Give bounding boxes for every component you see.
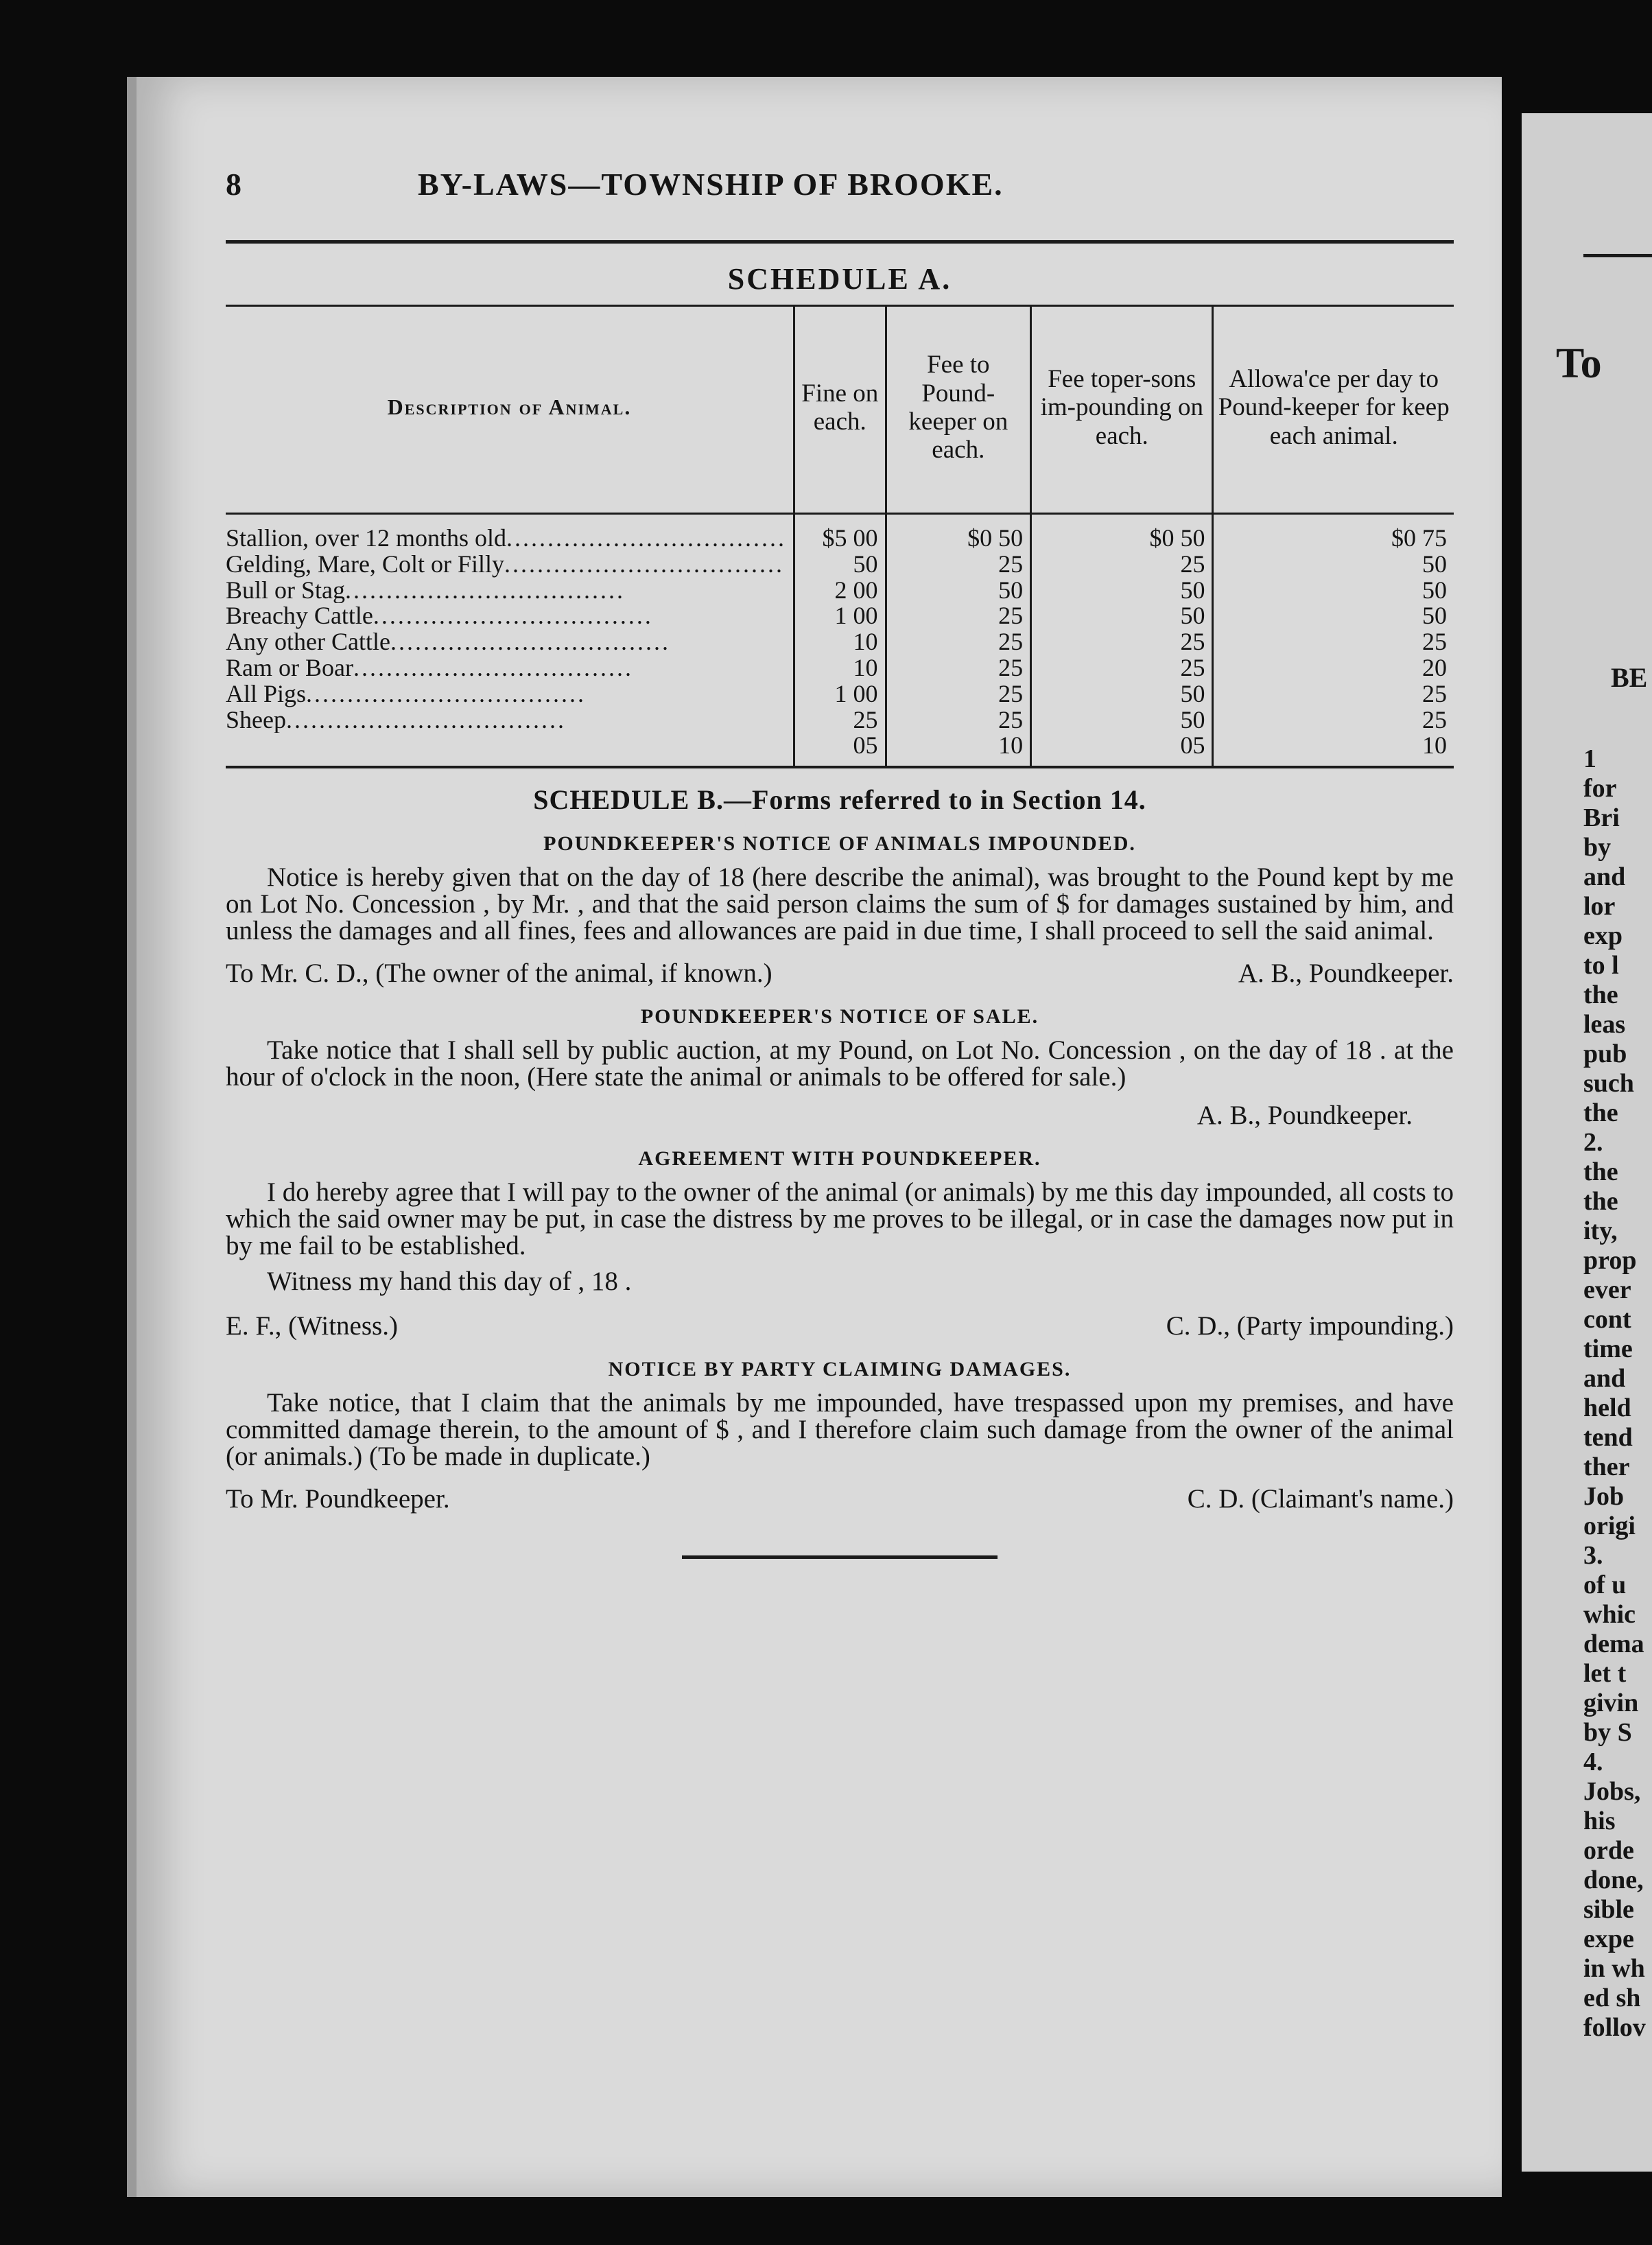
allowance-cell: 20 <box>1422 653 1447 681</box>
adjacent-line-fragment: expe <box>1583 1925 1634 1953</box>
dot-leader: .................................. <box>504 551 784 578</box>
table-row <box>226 552 1454 578</box>
table-row <box>226 514 1454 552</box>
fee-impounding-cell: 50 <box>1031 681 1213 707</box>
adjacent-line-fragment: givin <box>1583 1689 1639 1717</box>
adjacent-line-fragment: orde <box>1583 1836 1634 1865</box>
animal-name-cell <box>226 578 794 604</box>
allowance-cell: 10 <box>1213 733 1454 767</box>
animal-name-cell <box>226 681 794 707</box>
table-row <box>226 655 1454 681</box>
animal-name-cell <box>226 514 794 552</box>
damages-notice-title: NOTICE BY PARTY CLAIMING DAMAGES. <box>608 1358 1072 1381</box>
page-number: 8 <box>226 167 241 202</box>
table-row <box>226 603 1454 629</box>
impounded-signature-line <box>226 958 1454 989</box>
column-header-1: Fine on each. <box>794 307 886 514</box>
damages-notice-text: Take notice, that I claim that the animals by me impounded, have trespassed upon my premises, and have committed damage therein, to the amount of $ , and I therefore claim such damage from the owner of the animal (or animals.) (To be made in duplicate.) <box>226 1388 1454 1472</box>
adjacent-line-fragment: to l <box>1583 951 1619 980</box>
animal-name: Bull or Stag <box>226 577 346 604</box>
adjacent-page-lines <box>1583 744 1646 2043</box>
fine-cell: 1 00 <box>794 681 886 707</box>
adjacent-line-fragment: 3. <box>1583 1541 1603 1570</box>
adjacent-line-fragment: by <box>1583 833 1612 862</box>
fine-cell: 1 00 <box>794 603 886 629</box>
allowance-cell: 50 <box>1422 576 1447 604</box>
adjacent-line-fragment: whic <box>1583 1600 1636 1629</box>
adjacent-line-fragment: let t <box>1583 1659 1627 1688</box>
fee-poundkeeper-cell: 25 <box>886 655 1031 681</box>
table-row <box>226 707 1454 733</box>
fine-cell: 25 <box>794 707 886 733</box>
animal-name-cell <box>226 655 794 681</box>
sale-notice-title: POUNDKEEPER'S NOTICE OF SALE. <box>640 1005 1039 1029</box>
fine-cell: 05 <box>794 733 886 767</box>
animal-name: Breachy Cattle <box>226 603 373 630</box>
allowance-cell: 25 <box>1422 628 1447 656</box>
damages-addressee: To Mr. Poundkeeper. <box>226 1484 450 1514</box>
animal-name: Gelding, Mare, Colt or Filly <box>226 551 504 578</box>
damages-signature-line <box>226 1483 1454 1514</box>
fee-impounding-cell: 25 <box>1031 629 1213 655</box>
fee-poundkeeper-cell: 25 <box>886 707 1031 733</box>
adjacent-line-fragment: and <box>1583 1364 1626 1393</box>
page-content <box>226 166 1454 1559</box>
impounded-notice-title: POUNDKEEPER'S NOTICE OF ANIMALS IMPOUNDED. <box>543 832 1136 856</box>
adjacent-line-fragment: the <box>1583 1098 1618 1127</box>
fee-poundkeeper-cell: 10 <box>886 733 1031 767</box>
animal-name-cell <box>226 629 794 655</box>
dot-leader: .................................. <box>373 603 653 630</box>
fine-cell: 50 <box>794 552 886 578</box>
adjacent-page-subheading: BE <box>1611 662 1648 693</box>
adjacent-line-fragment: follov <box>1583 2013 1646 2042</box>
column-header-description: Description of Animal. <box>226 307 794 514</box>
adjacent-line-fragment: 4. <box>1583 1748 1603 1776</box>
book-page <box>127 77 1502 2197</box>
sale-notice-text: Take notice that I shall sell by public auction, at my Pound, on Lot No. Concession , on the day of 18 . at the hour of o'clock in the noon, (Here state the animal or animals to be offered for sale.) <box>226 1035 1454 1092</box>
agreement-text: I do hereby agree that I will pay to the owner of the animal (or animals) by me this day impounded, all costs to which the said owner may be put, in case the distress by me proves to be illegal, or in case the damages now put in by me fail to be established. <box>226 1177 1454 1261</box>
adjacent-line-fragment: ther <box>1583 1453 1630 1481</box>
allowance-cell: 50 <box>1422 602 1447 630</box>
adjacent-line-fragment: in wh <box>1583 1954 1645 1983</box>
dot-leader: .................................. <box>390 629 670 655</box>
adjacent-line-fragment: Jobs, <box>1583 1777 1641 1806</box>
impounded-signature: A. B., Poundkeeper. <box>1238 959 1454 989</box>
adjacent-line-fragment: tend <box>1583 1423 1633 1452</box>
dot-leader: .................................. <box>345 577 626 604</box>
agreement-witness-clause: Witness my hand this day of , 18 . <box>267 1267 632 1297</box>
allowance-cell: $0 75 <box>1391 524 1447 552</box>
adjacent-line-fragment: time <box>1583 1335 1633 1363</box>
damages-claimant: C. D. (Claimant's name.) <box>1187 1484 1454 1514</box>
adjacent-line-fragment: by S <box>1583 1718 1632 1747</box>
impounded-notice-text: Notice is hereby given that on the day of 18 (here describe the animal), was brought to the Pound kept by me on Lot No. Concession , by Mr. , and that the said person claims the sum of $ for damages sustained by him, and unless the damages and all fines, fees and allowances are paid in due time, I shall proceed to sell the said animal. <box>226 862 1454 946</box>
column-header-2: Fee to Pound-keeper on each. <box>886 307 1031 514</box>
table-row <box>226 578 1454 604</box>
adjacent-line-fragment: lor <box>1583 892 1616 921</box>
table-row <box>226 681 1454 707</box>
agreement-witness: E. F., (Witness.) <box>226 1311 398 1341</box>
schedule-b-title: SCHEDULE B.—Forms referred to in Section 14. <box>533 784 1146 816</box>
schedule-a-title: SCHEDULE A. <box>226 261 1454 307</box>
adjacent-line-fragment: ed sh <box>1583 1984 1641 2012</box>
running-title: BY-LAWS—TOWNSHIP OF BROOKE. <box>418 167 1004 202</box>
impounded-addressee: To Mr. C. D., (The owner of the animal, if known.) <box>226 959 772 989</box>
adjacent-line-fragment: ever <box>1583 1276 1631 1304</box>
page-header <box>226 166 1454 244</box>
fine-cell: $5 00 <box>794 514 886 552</box>
adjacent-page-heading: To <box>1556 340 1602 387</box>
dot-leader: .................................. <box>285 707 566 733</box>
adjacent-line-fragment: pub <box>1583 1039 1627 1068</box>
column-header-3: Fee toper-sons im-pounding on each. <box>1031 307 1213 514</box>
sale-signature: A. B., Poundkeeper. <box>1196 1101 1413 1131</box>
allowance-cell: 25 <box>1422 679 1447 707</box>
fee-poundkeeper-cell: 50 <box>886 578 1031 604</box>
fee-poundkeeper-cell: 25 <box>886 603 1031 629</box>
animal-name-cell <box>226 733 794 767</box>
animal-name: Stallion, over 12 months old <box>226 524 506 552</box>
adjacent-line-fragment: 2. <box>1583 1128 1603 1157</box>
fee-impounding-cell: 25 <box>1031 552 1213 578</box>
adjacent-line-fragment: leas <box>1583 1010 1626 1039</box>
allowance-cell: 25 <box>1422 705 1447 733</box>
adjacent-line-fragment: cont <box>1583 1305 1631 1334</box>
adjacent-line-fragment: origi <box>1583 1512 1636 1540</box>
animal-name: Sheep <box>226 707 286 733</box>
adjacent-line-fragment: Job <box>1583 1482 1625 1511</box>
column-header-4: Allowa'ce per day to Pound-keeper for keep each animal. <box>1213 307 1454 514</box>
fee-impounding-cell: $0 50 <box>1031 514 1213 552</box>
fee-impounding-cell: 25 <box>1031 655 1213 681</box>
animal-name: Ram or Boar <box>226 655 353 681</box>
adjacent-line-fragment: of u <box>1583 1571 1627 1599</box>
fine-cell: 2 00 <box>794 578 886 604</box>
adjacent-line-fragment: ity, <box>1583 1216 1618 1245</box>
agreement-signature-line <box>226 1310 1454 1341</box>
animal-name-cell <box>226 603 794 629</box>
dot-leader: .................................. <box>506 524 786 552</box>
schedule-a-table <box>226 307 1454 768</box>
adjacent-line-fragment: and <box>1583 862 1626 891</box>
adjacent-line-fragment: prop <box>1583 1246 1637 1275</box>
fine-cell: 10 <box>794 655 886 681</box>
adjacent-line-fragment: 1 <box>1583 744 1596 773</box>
animal-name: All Pigs <box>226 681 307 707</box>
adjacent-line-fragment: Bri <box>1583 803 1620 832</box>
fee-impounding-cell: 50 <box>1031 707 1213 733</box>
agreement-party: C. D., (Party impounding.) <box>1166 1311 1454 1341</box>
adjacent-page-rule <box>1583 254 1652 257</box>
adjacent-line-fragment: done, <box>1583 1866 1644 1894</box>
adjacent-line-fragment: his <box>1583 1807 1616 1835</box>
animal-name-cell <box>226 707 794 733</box>
animal-name-cell <box>226 552 794 578</box>
adjacent-line-fragment: the <box>1583 980 1618 1009</box>
fine-cell: 10 <box>794 629 886 655</box>
adjacent-line-fragment: the <box>1583 1157 1618 1186</box>
end-rule <box>682 1555 998 1559</box>
adjacent-line-fragment: exp <box>1583 921 1622 950</box>
table-header-row <box>226 307 1454 514</box>
dot-leader: .................................. <box>353 655 633 681</box>
adjacent-line-fragment: for <box>1583 774 1617 803</box>
fee-poundkeeper-cell: 25 <box>886 681 1031 707</box>
adjacent-line-fragment: dema <box>1583 1630 1644 1658</box>
animal-name: Any other Cattle <box>226 629 390 655</box>
adjacent-line-fragment: the <box>1583 1187 1618 1216</box>
table-body <box>226 514 1454 768</box>
adjacent-line-fragment: such <box>1583 1069 1634 1098</box>
fee-impounding-cell: 50 <box>1031 603 1213 629</box>
fee-poundkeeper-cell: $0 50 <box>886 514 1031 552</box>
fee-impounding-cell: 05 <box>1031 733 1213 767</box>
fee-poundkeeper-cell: 25 <box>886 552 1031 578</box>
table-row <box>226 629 1454 655</box>
adjacent-page-fragment <box>1522 113 1652 2172</box>
fee-poundkeeper-cell: 25 <box>886 629 1031 655</box>
dot-leader: .................................. <box>306 681 587 707</box>
table-row <box>226 733 1454 767</box>
agreement-title: AGREEMENT WITH POUNDKEEPER. <box>638 1147 1041 1171</box>
adjacent-line-fragment: held <box>1583 1394 1631 1422</box>
adjacent-line-fragment: sible <box>1583 1895 1634 1924</box>
allowance-cell: 50 <box>1422 550 1447 578</box>
fee-impounding-cell: 50 <box>1031 578 1213 604</box>
